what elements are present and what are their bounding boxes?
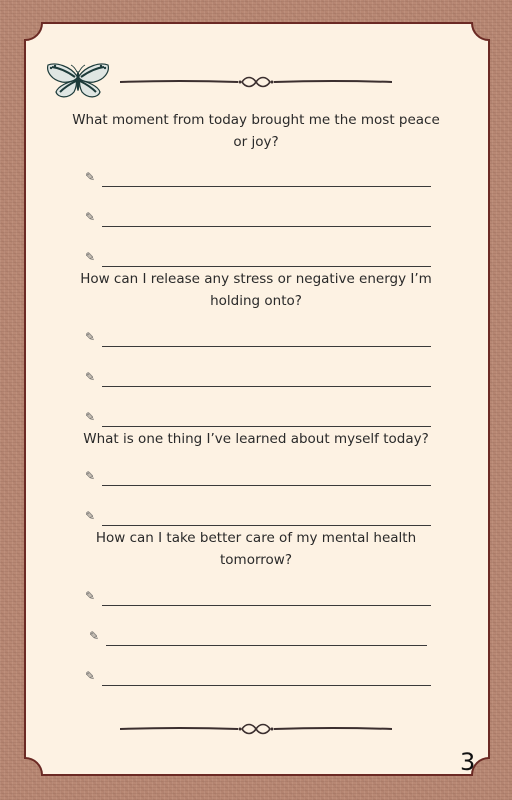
pencil-icon: ✎: [85, 170, 96, 184]
pencil-icon: ✎: [85, 589, 96, 603]
answer-line[interactable]: [85, 409, 431, 429]
pencil-icon: ✎: [85, 509, 96, 523]
answer-line[interactable]: [85, 249, 431, 269]
prompt-question-1: What moment from today brought me the most peace or joy?: [72, 112, 440, 150]
pencil-icon: ✎: [85, 330, 96, 344]
answer-line[interactable]: [85, 508, 431, 528]
page-number: 3: [460, 748, 476, 776]
pencil-icon: ✎: [85, 250, 96, 264]
answer-line[interactable]: [85, 588, 431, 608]
butterfly-icon: [46, 62, 110, 100]
answer-line[interactable]: [89, 628, 427, 648]
answer-line[interactable]: [85, 468, 431, 488]
pencil-icon: ✎: [85, 469, 96, 483]
answer-line[interactable]: [85, 668, 431, 688]
pencil-icon: ✎: [85, 669, 96, 683]
answer-line[interactable]: [85, 369, 431, 389]
pencil-icon: ✎: [85, 370, 96, 384]
answer-line[interactable]: [85, 169, 431, 189]
answer-line[interactable]: [85, 329, 431, 349]
flourish-divider-icon: [120, 75, 392, 89]
pencil-icon: ✎: [85, 210, 96, 224]
pencil-icon: ✎: [85, 410, 96, 424]
flourish-divider-icon: [120, 722, 392, 736]
answer-line[interactable]: [85, 209, 431, 229]
prompt-question-4: How can I take better care of my mental health tomorrow?: [95, 530, 417, 568]
prompt-question-3: What is one thing I’ve learned about myself today?: [83, 431, 429, 447]
prompt-question-2: How can I release any stress or negative energy I’m holding onto?: [80, 271, 432, 309]
pencil-icon: ✎: [89, 629, 100, 643]
